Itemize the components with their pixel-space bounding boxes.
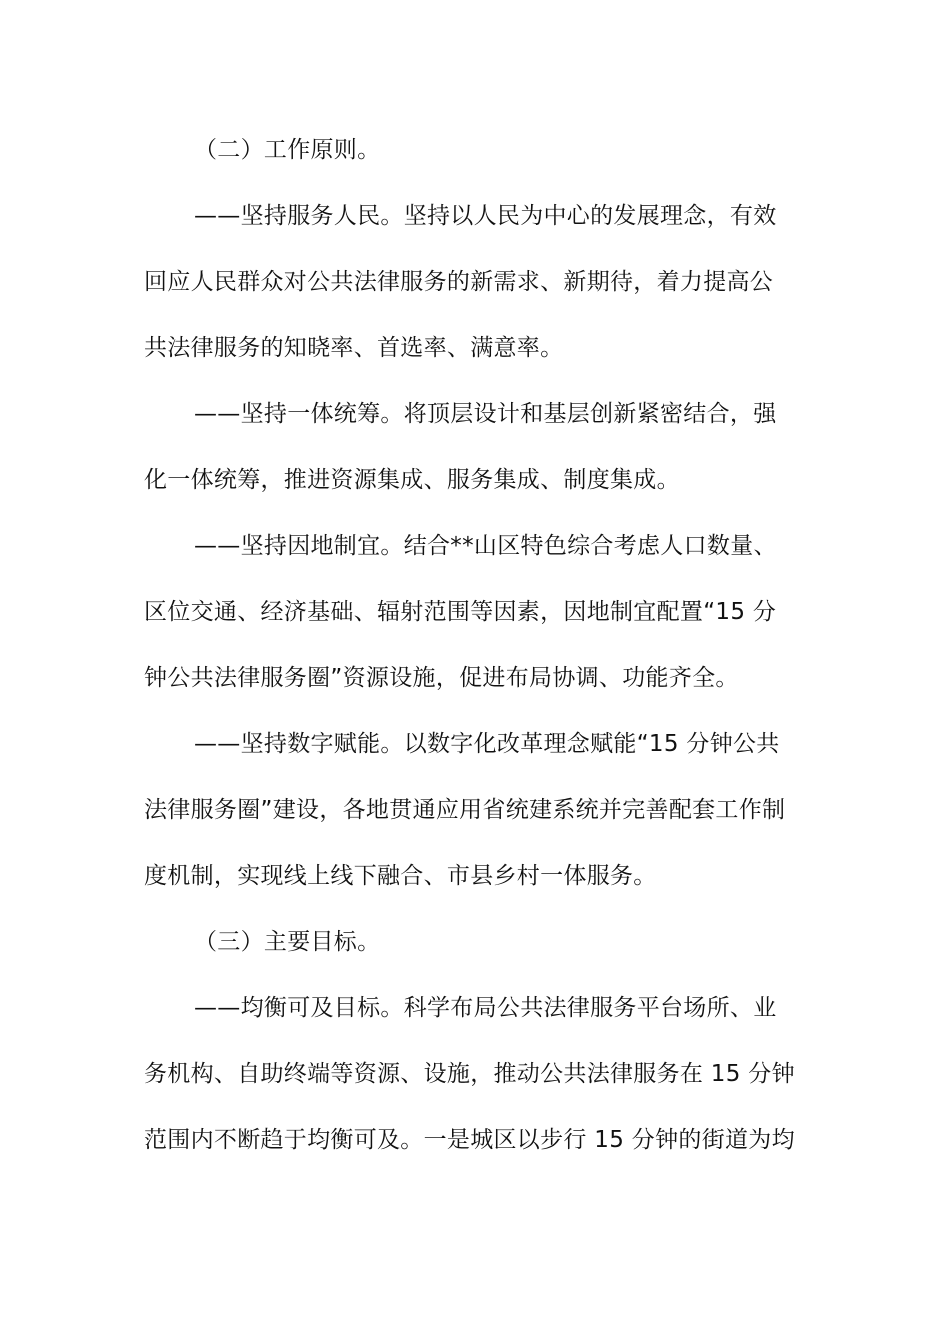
paragraph	[144, 711, 808, 909]
paragraph-line: 区位交通、经济基础、辐射范围等因素，因地制宜配置“15 分	[144, 599, 777, 625]
paragraph-line: 务机构、自助终端等资源、设施，推动公共法律服务在 15 分钟	[144, 1061, 795, 1087]
paragraph	[144, 513, 808, 711]
document-body	[144, 117, 808, 1173]
paragraph-first-line: ——坚持一体统筹。将顶层设计和基层创新紧密结合，强	[194, 401, 777, 427]
paragraph-first-line: ——坚持服务人民。坚持以人民为中心的发展理念，有效	[194, 203, 777, 229]
paragraph	[144, 381, 808, 513]
paragraph-line: 共法律服务的知晓率、首选率、满意率。	[144, 335, 564, 361]
paragraph-line: 范围内不断趋于均衡可及。一是城区以步行 15 分钟的街道为均	[144, 1127, 795, 1153]
paragraph-first-line: ——坚持数字赋能。以数字化改革理念赋能“15 分钟公共	[194, 731, 780, 757]
paragraph-line: 度机制，实现线上线下融合、市县乡村一体服务。	[144, 863, 657, 889]
paragraph	[144, 183, 808, 381]
paragraph-line: 化一体统筹，推进资源集成、服务集成、制度集成。	[144, 467, 680, 493]
paragraph	[144, 975, 808, 1173]
paragraph	[144, 909, 808, 975]
paragraph-line: 回应人民群众对公共法律服务的新需求、新期待，着力提高公	[144, 269, 774, 295]
paragraph-line: 钟公共法律服务圈”资源设施，促进布局协调、功能齐全。	[144, 665, 739, 691]
paragraph-first-line: （三）主要目标。	[194, 929, 381, 955]
paragraph-line: 法律服务圈”建设，各地贯通应用省统建系统并完善配套工作制	[144, 797, 786, 823]
paragraph-first-line: （二）工作原则。	[194, 137, 381, 163]
paragraph-first-line: ——均衡可及目标。科学布局公共法律服务平台场所、业	[194, 995, 777, 1021]
paragraph-first-line: ——坚持因地制宜。结合**山区特色综合考虑人口数量、	[194, 533, 777, 559]
paragraph	[144, 117, 808, 183]
